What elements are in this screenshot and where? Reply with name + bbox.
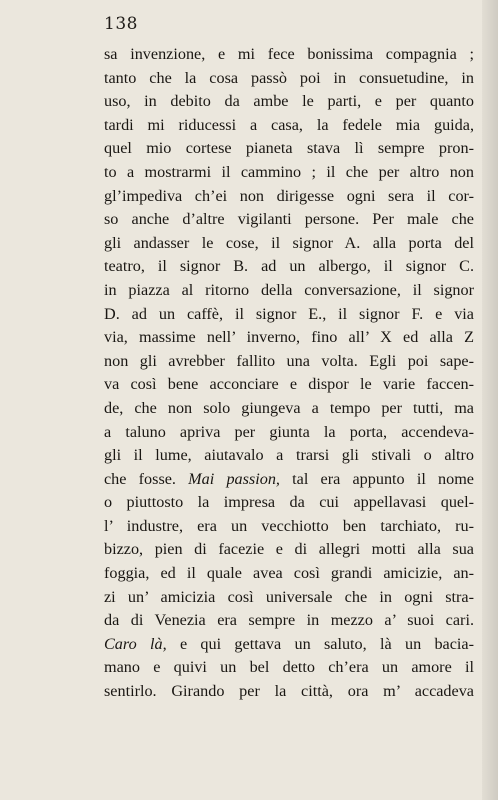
text-line [104,161,474,185]
text-segment: sa invenzione, e mi fece bonissima compagnia ; [104,45,474,63]
text-line [104,633,474,657]
text-line [104,491,474,515]
text-line [104,303,474,327]
text-line [104,90,474,114]
text-line [104,538,474,562]
text-segment: quel mio cortese pianeta stava lì sempre pron- [104,139,474,158]
text-line [104,468,474,492]
text-line [104,67,474,91]
text-line [104,444,474,468]
page-number: 138 [104,14,138,34]
text-line [104,350,474,374]
text-line [104,114,474,138]
text-segment: sentirlo. Girando per la città, ora m’ accadeva [104,682,474,701]
text-line [104,397,474,421]
text-segment: tal era appunto il nome [279,469,474,488]
italic-phrase: Mai passion, [188,469,280,488]
text-segment: gli andasser le cose, il signor A. alla porta del [104,233,474,252]
text-segment: to a mostrarmi il cammino ; il che per altro non [104,162,474,181]
text-segment: mano e quivi un bel detto ch’era un amore il [104,658,474,677]
text-segment: tanto che la cosa passò poi in consuetudine, in [104,68,474,87]
text-segment: foggia, ed il quale avea così grandi amicizie, an- [104,564,474,583]
text-segment: teatro, il signor B. ad un albergo, il signor C. [104,257,474,276]
text-line [104,586,474,610]
body-text [104,43,474,704]
text-segment: tardi mi riducessi a casa, la fedele mia guida, [104,115,474,134]
text-segment: e qui gettava un saluto, là un bacia- [166,634,474,653]
text-line [104,680,474,704]
text-segment: l’ industre, era un vecchiotto ben tarchiato, ru- [104,516,474,535]
text-segment: va così bene acconciare e dispor le varie faccen- [104,375,474,394]
text-line [104,208,474,232]
text-segment: gli il lume, aiutavalo a trarsi gli stivali o altro [104,446,474,465]
text-line [104,562,474,586]
text-line [104,326,474,350]
text-segment: in piazza al ritorno della conversazione, il signor [104,280,474,299]
text-segment: o piuttosto la impresa da cui appellavasi quel- [104,493,474,512]
text-line [104,609,474,633]
text-line [104,43,474,67]
text-line [104,137,474,161]
text-segment: de, che non solo giungeva a tempo per tutti, ma [104,398,474,417]
text-segment: so anche d’altre vigilanti persone. Per male che [104,210,474,229]
text-segment: a taluno apriva per giunta la porta, accendeva- [104,422,474,441]
text-segment: bizzo, pien di facezie e di allegri motti alla sua [104,540,474,559]
text-segment: via, massime nell’ inverno, fino all’ X ed alla Z [104,328,474,347]
text-line [104,255,474,279]
text-segment: gl’impediva ch’ei non dirigesse ogni sera il cor- [104,186,474,205]
text-line [104,185,474,209]
text-line [104,279,474,303]
text-line [104,232,474,256]
text-line [104,515,474,539]
text-segment: D. ad un caffè, il signor E., il signor F. e via [104,304,474,323]
italic-phrase: Caro là, [104,634,167,653]
text-line [104,656,474,680]
text-line [104,373,474,397]
text-segment: zi un’ amicizia così universale che in ogni stra- [104,587,474,606]
text-segment: non gli avrebber fallito una volta. Egli poi sape- [104,351,474,370]
page-edge [482,0,498,800]
text-segment: che fosse. [104,469,189,488]
text-segment: da di Venezia era sempre in mezzo a’ suoi cari. [104,611,474,630]
text-line [104,421,474,445]
text-segment: uso, in debito da ambe le parti, e per quanto [104,92,474,111]
